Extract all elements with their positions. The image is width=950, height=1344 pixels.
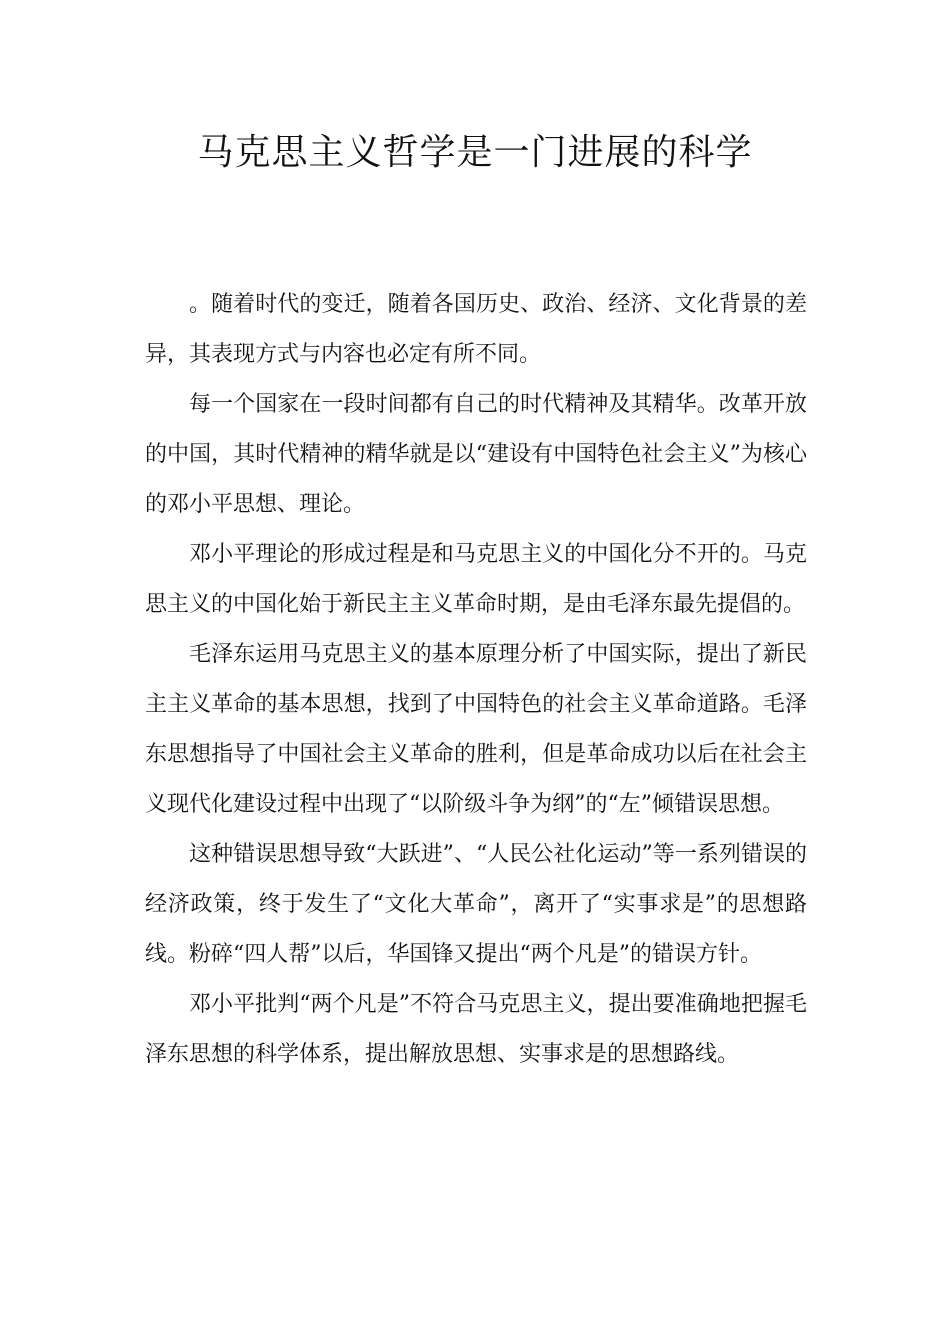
paragraph: 这种错误思想导致“大跃进”、“人民公社化运动”等一系列错误的经济政策，终于发生了“文化大革命”，离开了“实事求是”的思想路线。粉碎“四人帮”以后，华国锋又提出“两个凡是”的错误方针。 bbox=[145, 842, 807, 967]
paragraph: 每一个国家在一段时间都有自己的时代精神及其精华。改革开放的中国，其时代精神的精华就是以“建设有中国特色社会主义”为核心的邓小平思想、理论。 bbox=[145, 392, 807, 517]
paragraph: 。随着时代的变迁，随着各国历史、政治、经济、文化背景的差异，其表现方式与内容也必定有所不同。 bbox=[145, 292, 807, 367]
document-title: 马克思主义哲学是一门进展的科学 bbox=[197, 132, 753, 173]
paragraph: 邓小平理论的形成过程是和马克思主义的中国化分不开的。马克思主义的中国化始于新民主主义革命时期，是由毛泽东最先提倡的。 bbox=[145, 542, 807, 617]
paragraph: 毛泽东运用马克思主义的基本原理分析了中国实际，提出了新民主主义革命的基本思想，找到了中国特色的社会主义革命道路。毛泽东思想指导了中国社会主义革命的胜利，但是革命成功以后在社会主义现代化建设过程中出现了“以阶级斗争为纲”的“左”倾错误思想。 bbox=[145, 642, 807, 817]
document-body bbox=[145, 280, 807, 1080]
paragraph: 邓小平批判“两个凡是”不符合马克思主义，提出要准确地把握毛泽东思想的科学体系，提出解放思想、实事求是的思想路线。 bbox=[145, 992, 807, 1067]
